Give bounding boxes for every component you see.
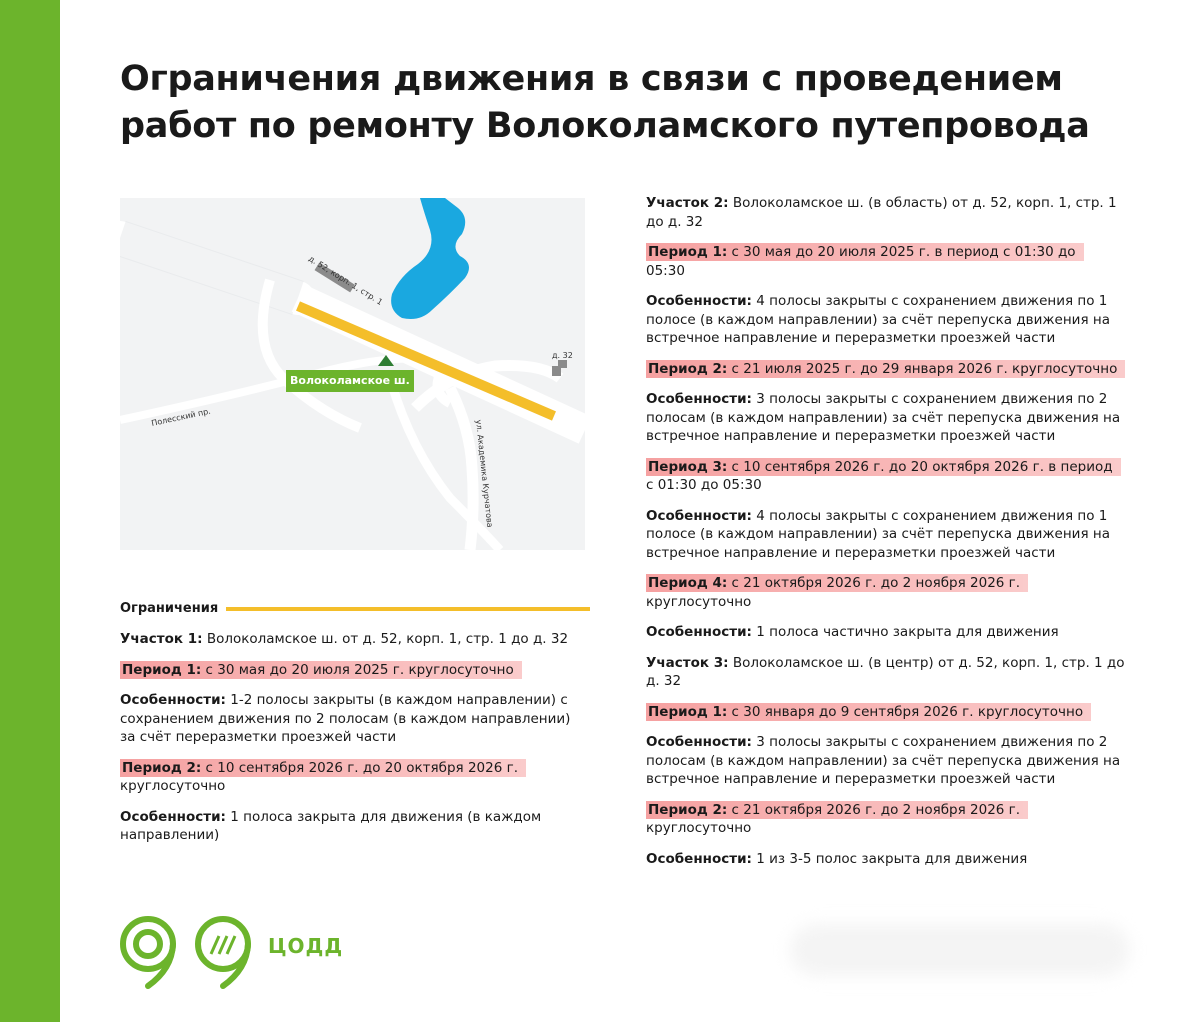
s2-period-3-text: с 10 сентября 2026 г. до 20 октября 2026 г. в период [727, 458, 1113, 475]
s3-period-2-text: с 21 октября 2026 г. до 2 ноября 2026 г. [727, 801, 1021, 818]
s2-period-3-head: Период 3: [648, 458, 728, 475]
s2-period-4-text: с 21 октября 2026 г. до 2 ноября 2026 г. [727, 575, 1021, 591]
s3-features-2-text: 1 из 3-5 полос закрыта для движения [751, 850, 1028, 867]
s2-period-4-head: Период 4: [648, 575, 728, 591]
s3-period-1 [646, 703, 1126, 722]
s2-period-3-tail: с 01:30 до 05:30 [646, 477, 762, 493]
s1-features-1 [120, 691, 590, 747]
blurred-area [790, 924, 1130, 976]
section-1-head: Участок 1: [120, 631, 203, 647]
legend [120, 600, 590, 618]
s3-features-2-head: Особенности: [646, 850, 752, 867]
s1-period-2 [120, 759, 590, 796]
s2-period-2-text: с 21 июля 2025 г. до 29 января 2026 г. круглосуточно [727, 360, 1118, 377]
section-2 [646, 194, 1126, 231]
label-polessky: Полесский пр. [150, 406, 212, 428]
road-label: Волоколамское ш. [286, 370, 414, 392]
s2-period-2-head: Период 2: [648, 360, 728, 377]
label-kurchatova: ул. Академика Курчатова [474, 419, 495, 529]
s1-features-1-text: 1-2 полосы закрыты (в каждом направлении) с сохранением движения по 2 полосам (в каждом направлении) за счёт переразметки проезжей части [120, 692, 571, 745]
s2-features-1 [646, 292, 1126, 348]
label-d32: д. 32 [552, 351, 573, 360]
s2-period-2 [646, 360, 1126, 379]
s2-features-3-text: 4 полосы закрыты с сохранением движения по 1 полосе (в каждом направлении) за счёт перепуска движения на встречное направление и переразметки проезжей части [646, 507, 1110, 561]
section-1 [120, 630, 590, 649]
s1-period-2-head: Период 2: [122, 759, 202, 776]
s2-features-2-head: Особенности: [646, 391, 752, 407]
legend-label: Ограничения [120, 601, 219, 616]
s3-features-1-text: 3 полосы закрыты с сохранением движения по 2 полосам (в каждом направлении) за счёт перепуска движения на встречное направление и переразметки проезжей части [646, 734, 1121, 787]
s2-period-1-text: с 30 мая до 20 июля 2025 г. в период с 01:30 до [727, 244, 1076, 260]
s3-features-1-head: Особенности: [646, 734, 752, 750]
s3-features-2 [646, 850, 1126, 869]
s1-period-1 [120, 661, 590, 680]
s2-features-3 [646, 507, 1126, 563]
section-3 [646, 654, 1126, 691]
s2-period-1-tail: 05:30 [646, 262, 685, 279]
s2-features-2-text: 3 полосы закрыты с сохранением движения по 2 полосам (в каждом направлении) за счёт перепуска движения на встречное направление и переразметки проезжей части [646, 391, 1121, 444]
s2-features-1-head: Особенности: [646, 293, 752, 309]
s2-period-1 [646, 243, 1126, 280]
s2-features-3-head: Особенности: [646, 507, 752, 524]
left-accent-bar [0, 0, 60, 1022]
s3-period-2-tail: круглосуточно [646, 820, 752, 836]
s2-features-1-text: 4 полосы закрыты с сохранением движения по 1 полосе (в каждом направлении) за счёт перепуска движения на встречное направление и переразметки проезжей части [646, 293, 1110, 346]
s2-features-4-text: 1 полоса частично закрыта для движения [751, 624, 1059, 640]
section-3-head: Участок 3: [646, 654, 729, 671]
page-title: Ограничения движения в связи с проведением работ по ремонту Волоколамского путепровода [120, 59, 1090, 146]
s1-period-2-text: с 10 сентября 2026 г. до 20 октября 2026 г. [201, 759, 518, 776]
s2-period-1-head: Период 1: [648, 244, 728, 260]
s3-period-1-text: с 30 января до 9 сентября 2026 г. круглосуточно [727, 703, 1084, 720]
s2-features-4 [646, 623, 1126, 642]
label-d52: д. 52, корп. 1, стр. 1 [306, 254, 385, 308]
s3-features-1 [646, 733, 1126, 789]
s1-features-2-head: Особенности: [120, 808, 226, 825]
section-3-text: Волоколамское ш. (в центр) от д. 52, корп. 1, стр. 1 до д. 32 [646, 654, 1125, 689]
section-2-text: Волоколамское ш. (в область) от д. 52, корп. 1, стр. 1 до д. 32 [646, 195, 1117, 230]
s2-features-4-head: Особенности: [646, 624, 752, 640]
logo-text: ЦОДД [268, 934, 344, 958]
section-1-text: Волоколамское ш. от д. 52, корп. 1, стр. 1 до д. 32 [202, 631, 569, 647]
cfodd-logo-icon [118, 914, 258, 990]
s2-period-4 [646, 574, 1126, 611]
s1-features-2-text: 1 полоса закрыта для движения (в каждом направлении) [120, 808, 542, 843]
s3-period-2-head: Период 2: [648, 801, 728, 818]
s2-features-2 [646, 390, 1126, 446]
s1-period-1-head: Период 1: [122, 661, 202, 678]
legend-line [226, 607, 590, 611]
s1-period-2-tail: круглосуточно [120, 778, 226, 794]
left-column [120, 600, 590, 857]
s1-features-2 [120, 808, 590, 845]
right-column [646, 194, 1126, 880]
s3-period-1-head: Период 1: [648, 703, 728, 720]
s3-period-2 [646, 801, 1126, 838]
s1-period-1-text: с 30 мая до 20 июля 2025 г. круглосуточно [201, 661, 514, 678]
s2-period-3 [646, 458, 1126, 495]
s2-period-4-tail: круглосуточно [646, 593, 752, 610]
section-2-head: Участок 2: [646, 195, 729, 211]
s1-features-1-head: Особенности: [120, 692, 226, 708]
